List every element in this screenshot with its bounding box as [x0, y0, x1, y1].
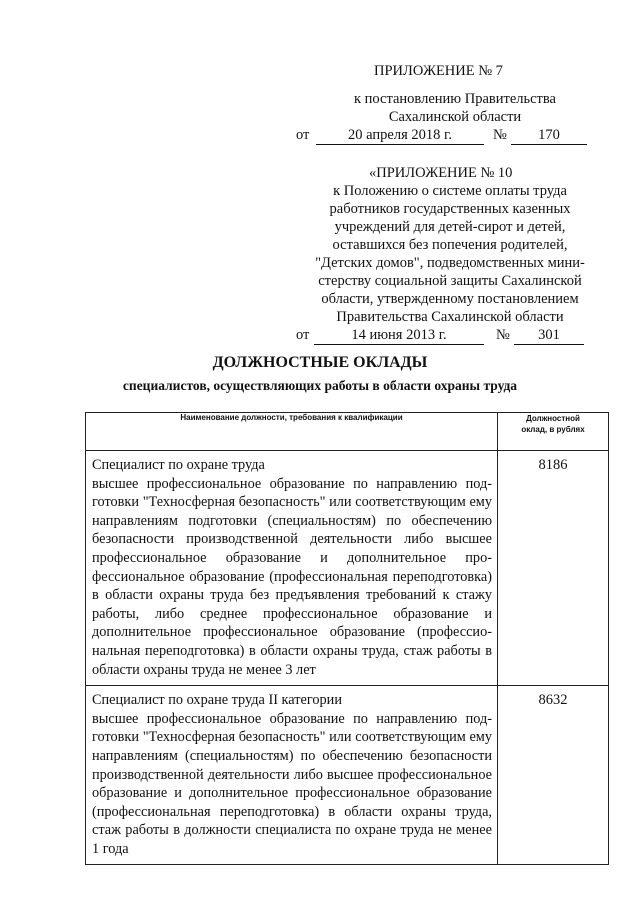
header-salary-line-2: оклад, в рублях: [521, 425, 585, 434]
quoted-line-1: к Положению о системе оплаты труда: [333, 183, 567, 199]
salary-table: [85, 412, 609, 865]
position-title: Специалист по охране труда: [92, 457, 265, 473]
resolution-date-row: [296, 126, 596, 146]
table-row: [86, 451, 609, 686]
resolution-date: 20 апреля 2018 г.: [316, 126, 484, 145]
quoted-appendix-text: [300, 182, 600, 326]
header-position: Наименование должности, требования к квалификации: [86, 413, 498, 451]
quoted-line-2: работников государственных казенных: [329, 201, 571, 217]
table-header-row: [86, 413, 609, 451]
quoted-number-label: №: [496, 327, 510, 343]
document-title: ДОЛЖНОСТНЫЕ ОКЛАДЫ: [212, 354, 428, 371]
quoted-line-7: области, утвержденному постановлением: [321, 291, 579, 307]
quoted-from-label: от: [296, 327, 310, 343]
quoted-line-5: "Детских домов", подведомственных мини-: [315, 255, 585, 271]
position-requirements: высшее профессиональное образование по направлению подготовки "Техносферная безопасность" или соответствующим ему направлениям (специальностям) по обеспечению безопасности производственной деятельности либо высшее профессиональное образование и дополнительное профессиональное образование (профессиональная переподготовка) в области охраны труда, стаж работы в должности специалиста по охране труда не менее 1 года: [92, 710, 492, 857]
header-salary: [498, 413, 609, 451]
number-label: №: [493, 127, 507, 143]
quoted-date-row: [296, 326, 596, 346]
resolution-line-2: Сахалинской области: [388, 109, 522, 125]
quoted-line-8: Правительства Сахалинской области: [336, 309, 564, 325]
quoted-appendix-title: «ПРИЛОЖЕНИЕ № 10: [369, 165, 513, 181]
appendix-title: ПРИЛОЖЕНИЕ № 7: [374, 63, 503, 79]
salary-cell: 8632: [498, 686, 609, 865]
position-title: Специалист по охране труда II категории: [92, 692, 342, 709]
quoted-line-4: оставшихся без попечения родителей,: [332, 237, 568, 253]
quoted-line-3: учреждений для детей-сирот и детей,: [334, 219, 566, 235]
resolution-line-1: к постановлению Правительства: [354, 91, 556, 107]
salary-cell: 8186: [498, 451, 609, 686]
resolution-number: 170: [511, 126, 587, 145]
header-salary-line-1: Должностной: [526, 414, 580, 423]
quoted-date: 14 июня 2013 г.: [314, 326, 484, 345]
position-cell: [86, 686, 498, 865]
from-label: от: [296, 127, 310, 143]
quoted-number: 301: [514, 326, 584, 345]
quoted-line-6: стерству социальной защиты Сахалинской: [318, 273, 582, 289]
position-cell: [86, 451, 498, 686]
position-requirements: высшее профессиональное образование по направлению подготовки "Техносферная безопасность" или соответствующим ему направлениям подготовки (специальностям) по обеспечению безопасности производственной деятельности либо высшее профессиональное образование и дополнительное профессиональное образование (профессиональная переподготовка) в области охраны труда без предъявления требований к стажу работы, либо среднее профессиональное образование и дополнительное профессиональное образование (профессиональная переподготовка) в области охраны труда, стаж работы в области охраны труда не менее 3 лет: [92, 475, 492, 678]
document-subtitle: специалистов, осуществляющих работы в области охраны труда: [122, 378, 518, 393]
table-row: [86, 686, 609, 865]
